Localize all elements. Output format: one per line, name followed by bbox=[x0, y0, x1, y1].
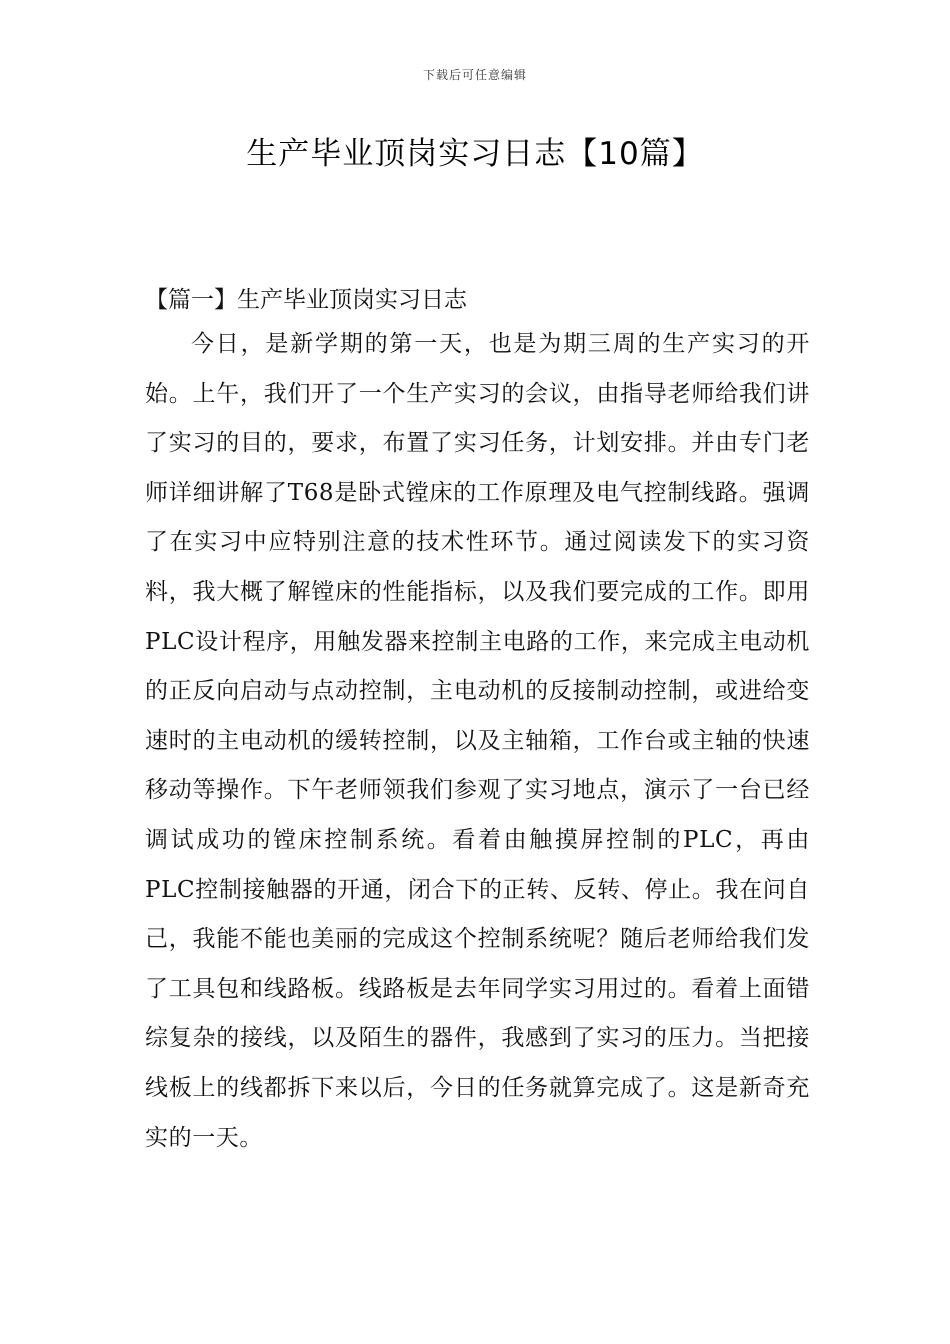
body-paragraph: 今日，是新学期的第一天，也是为期三周的生产实习的开始。上午，我们开了一个生产实习的会议，由指导老师给我们讲了实习的目的，要求，布置了实习任务，计划安排。并由专门老师详细讲解了T68是卧式镗床的工作原理及电气控制线路。强调了在实习中应特别注意的技术性环节。通过阅读发下的实习资料，我大概了解镗床的性能指标，以及我们要完成的工作。即用PLC设计程序，用触发器来控制主电路的工作，来完成主电动机的正反向启动与点动控制，主电动机的反接制动控制，或进给变速时的主电动机的缓转控制，以及主轴箱，工作台或主轴的快速移动等操作。下午老师领我们参观了实习地点，演示了一台已经调试成功的镗床控制系统。看着由触摸屏控制的PLC，再由PLC控制接触器的开通，闭合下的正转、反转、停止。我在问自己，我能不能也美丽的完成这个控制系统呢？随后老师给我们发了工具包和线路板。线路板是去年同学实习用过的。看着上面错综复杂的接线，以及陌生的器件，我感到了实习的压力。当把接线板上的线都拆下来以后，今日的任务就算完成了。这是新奇充实的一天。 bbox=[145, 331, 811, 1151]
document-title: 生产毕业顶岗实习日志【10篇】 bbox=[246, 136, 704, 172]
header-note: 下载后可任意编辑 bbox=[422, 68, 527, 82]
section-1 bbox=[145, 280, 810, 1163]
section-heading: 【篇一】生产毕业顶岗实习日志 bbox=[145, 287, 467, 313]
